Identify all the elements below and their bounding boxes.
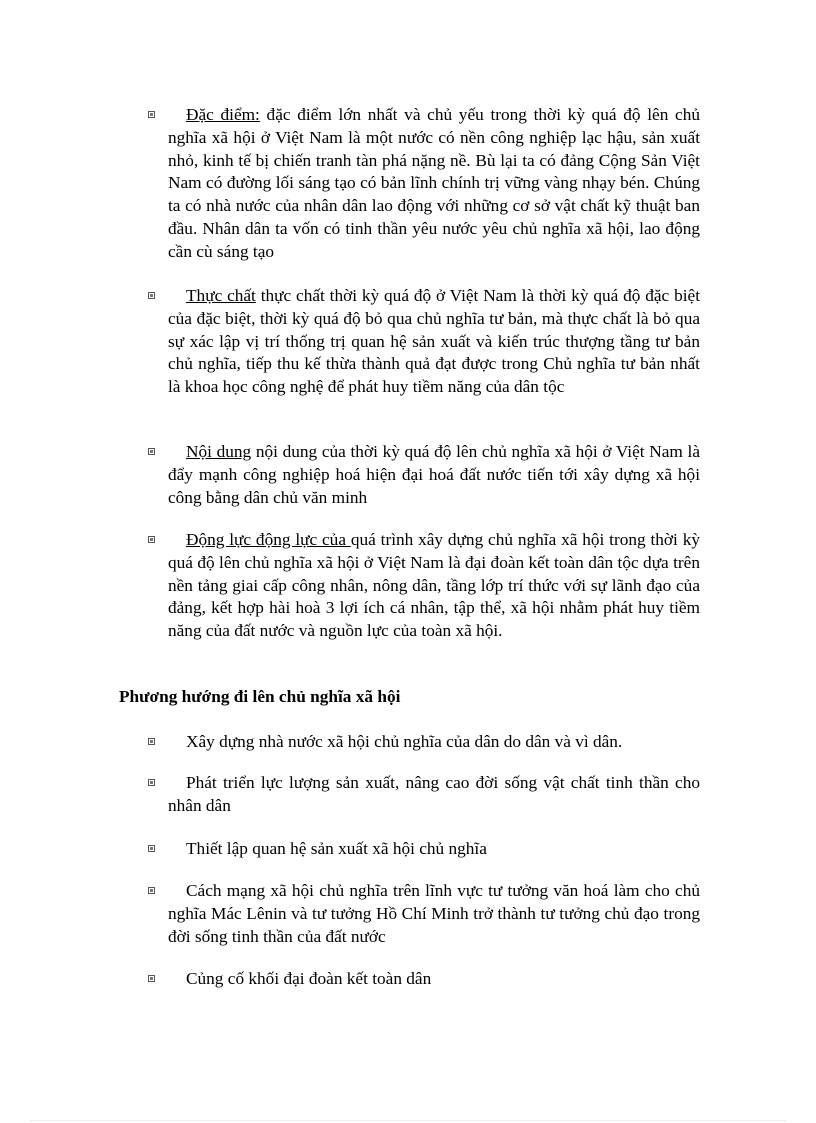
motivation-paragraph — [168, 529, 700, 643]
characteristics-label: Đặc điểm: — [186, 105, 260, 124]
bullet-square-icon — [148, 536, 156, 544]
direction-heading: Phương hướng đi lên chủ nghĩa xã hội — [119, 687, 401, 706]
essence-label: Thực chất — [186, 286, 256, 305]
content-text: nội dung của thời kỳ quá độ lên chủ nghĩa xã hội ở Việt Nam là đẩy mạnh công nghiệp hoá hiện đại hoá đất nước tiến tới xây dựng xã hội công bằng dân chủ văn minh — [168, 442, 700, 507]
direction-item: Cách mạng xã hội chủ nghĩa trên lĩnh vực tư tưởng văn hoá làm cho chủ nghĩa Mác Lênin và tư tưởng Hồ Chí Minh trở thành tư tưởng chủ đạo trong đời sống tinh thần của đất nước — [168, 881, 700, 946]
characteristics-text: đặc điểm lớn nhất và chủ yếu trong thời kỳ quá độ lên chủ nghĩa xã hội ở Việt Nam là một nước có nền công nghiệp lạc hậu, sản xuất nhỏ, kinh tế bị chiến tranh tàn phá nặng nề. Bù lại ta có đảng Cộng Sản Việt Nam có đường lối sáng tạo có bản lĩnh chính trị vững vàng nhạy bén. Chúng ta có nhà nước của nhân dân lao động với những cơ sở vật chất kỹ thuật ban đầu. Nhân dân ta vốn có tinh thần yêu nước yêu chủ nghĩa xã hội, lao động cần cù sáng tạo — [168, 105, 700, 261]
direction-item: Thiết lập quan hệ sản xuất xã hội chủ nghĩa — [186, 839, 487, 858]
page-bottom-edge — [30, 1120, 786, 1121]
bullet-square-icon — [148, 845, 156, 853]
direction-item: Củng cố khối đại đoàn kết toàn dân — [186, 969, 432, 988]
bullet-square-icon — [148, 975, 156, 983]
content-paragraph — [168, 441, 700, 509]
motivation-label: Động lực động lực của — [186, 530, 351, 549]
bullet-square-icon — [148, 738, 156, 746]
content-label: Nội dung — [186, 442, 252, 461]
essence-paragraph — [168, 285, 700, 399]
direction-item: Xây dựng nhà nước xã hội chủ nghĩa của dân do dân và vì dân. — [186, 732, 623, 751]
bullet-square-icon — [148, 779, 156, 787]
direction-item: Phát triển lực lượng sản xuất, nâng cao đời sống vật chất tinh thần cho nhân dân — [168, 773, 700, 815]
bullet-square-icon — [148, 448, 156, 456]
bullet-square-icon — [148, 887, 156, 895]
characteristics-paragraph — [168, 104, 700, 264]
essence-text: thực chất thời kỳ quá độ ở Việt Nam là thời kỳ quá độ đặc biệt của đặc biệt, thời kỳ quá độ bỏ qua chủ nghĩa tư bản, mà thực chất là bỏ qua sự xác lập vị trí thống trị quan hệ sản xuất và kiến trúc thượng tầng tư bản chủ nghĩa, tiếp thu kế thừa thành quả đạt được trong Chủ nghĩa tư bản nhất là khoa học công nghệ để phát huy tiềm năng của dân tộc — [168, 286, 700, 397]
bullet-square-icon — [148, 111, 156, 119]
motivation-text: quá trình xây dựng chủ nghĩa xã hội trong thời kỳ quá độ lên chủ nghĩa xã hội ở Việt Nam là đại đoàn kết toàn dân tộc dựa trên nền tảng giai cấp công nhân, nông dân, tầng lớp trí thức với sự lãnh đạo của đảng, kết hợp hài hoà 3 lợi ích cá nhân, tập thể, xã hội nhằm phát huy tiềm năng của đất nước và nguồn lực của toàn xã hội. — [168, 530, 700, 641]
bullet-square-icon — [148, 292, 156, 300]
